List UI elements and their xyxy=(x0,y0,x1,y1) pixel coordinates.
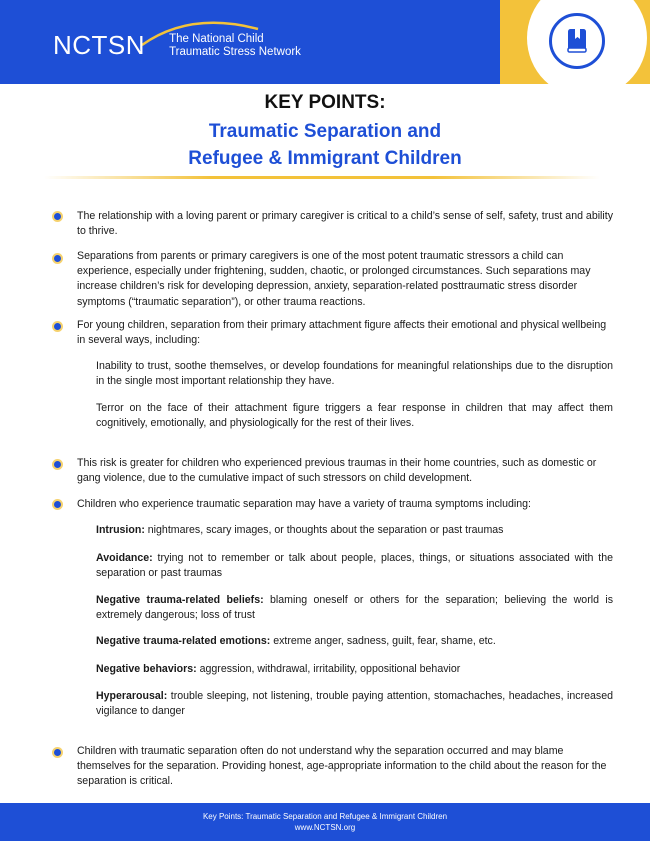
title-divider xyxy=(44,176,600,179)
nctsn-logo[interactable] xyxy=(53,30,301,61)
symptom-item xyxy=(96,634,613,649)
symptom-label: Negative behaviors: xyxy=(96,663,197,675)
bullet-dot xyxy=(54,255,61,262)
bullet-dot xyxy=(54,461,61,468)
symptom-text: extreme anger, sadness, guilt, fear, shame, etc. xyxy=(270,635,496,647)
symptom-label: Negative trauma-related beliefs: xyxy=(96,594,264,606)
symptom-item xyxy=(96,523,613,538)
symptom-text: trouble sleeping, not listening, trouble paying attention, stomachaches, headaches, increased vigilance to danger xyxy=(96,690,613,718)
symptom-label: Intrusion: xyxy=(96,524,145,536)
footer-title: Key Points: Traumatic Separation and Refugee & Immigrant Children xyxy=(202,812,448,821)
symptom-item xyxy=(96,551,613,581)
logo-wordmark: NCTSN xyxy=(53,30,146,60)
logo-org-name xyxy=(169,33,301,59)
title-line-1: Traumatic Separation and xyxy=(208,121,442,142)
symptom-item xyxy=(96,662,613,677)
effect-item: Terror on the face of their attachment figure triggers a fear response in children that may affect them cognitively, emotionally, and physiologically for the rest of their lives. xyxy=(96,402,613,430)
bullet-dot xyxy=(54,323,61,330)
bullet-dot xyxy=(54,749,61,756)
key-point-5: Children who experience traumatic separation may have a variety of trauma symptoms including: xyxy=(77,498,531,510)
key-point-4: This risk is greater for children who experienced previous traumas in their home countries, such as domestic or gang violence, due to the cumulative impact of such stressors on child development. xyxy=(77,457,597,485)
symptom-label: Avoidance: xyxy=(96,552,153,564)
symptom-label: Hyperarousal: xyxy=(96,690,168,702)
bullet-dot xyxy=(54,501,61,508)
org-line-1: The National Child xyxy=(169,32,264,45)
key-point-3: For young children, separation from their primary attachment figure affects their emotional and physical wellbeing in several ways, including: xyxy=(77,319,607,347)
org-line-2: Traumatic Stress Network xyxy=(169,45,301,58)
symptom-item xyxy=(96,689,613,719)
page-kicker: KEY POINTS: xyxy=(264,92,386,113)
footer-url[interactable]: www.NCTSN.org xyxy=(294,823,356,832)
bullet-dot xyxy=(54,213,61,220)
title-line-2: Refugee & Immigrant Children xyxy=(188,148,462,169)
symptom-text: blaming oneself or others for the separation; believing the world is extremely dangerous; loss of trust xyxy=(96,594,614,622)
key-point-1: The relationship with a loving parent or primary caregiver is critical to a child’s sense of self, safety, trust and ability to thrive. xyxy=(77,210,614,238)
key-point-6: Children with traumatic separation often do not understand why the separation occurred and may blame themselves for the separation. Providing honest, age-appropriate information to the child about the reason for the separation is critical. xyxy=(77,745,607,788)
page-title xyxy=(0,118,650,172)
symptom-text: aggression, withdrawal, irritability, oppositional behavior xyxy=(196,663,461,675)
page-footer xyxy=(0,803,650,841)
book-icon-badge xyxy=(549,13,605,69)
book-icon xyxy=(565,27,589,55)
symptom-text: trying not to remember or talk about people, places, things, or situations associated with the separation or past traumas xyxy=(96,552,613,580)
key-point-2: Separations from parents or primary caregivers is one of the most potent traumatic stressors a child can experience, especially under frightening, sudden, chaotic, or prolonged circumstances. Such separations may increase children’s risk for developing depression, anxiety, separation-related posttraumatic stress disorder symptoms (“traumatic separation”), or other trauma reactions. xyxy=(77,250,591,308)
symptom-text: nightmares, scary images, or thoughts about the separation or past traumas xyxy=(144,524,504,536)
effect-item: Inability to trust, soothe themselves, or develop foundations for meaningful relationships due to the disruption in the single most important relationship they have. xyxy=(96,360,613,388)
symptom-label: Negative trauma-related emotions: xyxy=(96,635,271,647)
symptom-item xyxy=(96,593,613,623)
